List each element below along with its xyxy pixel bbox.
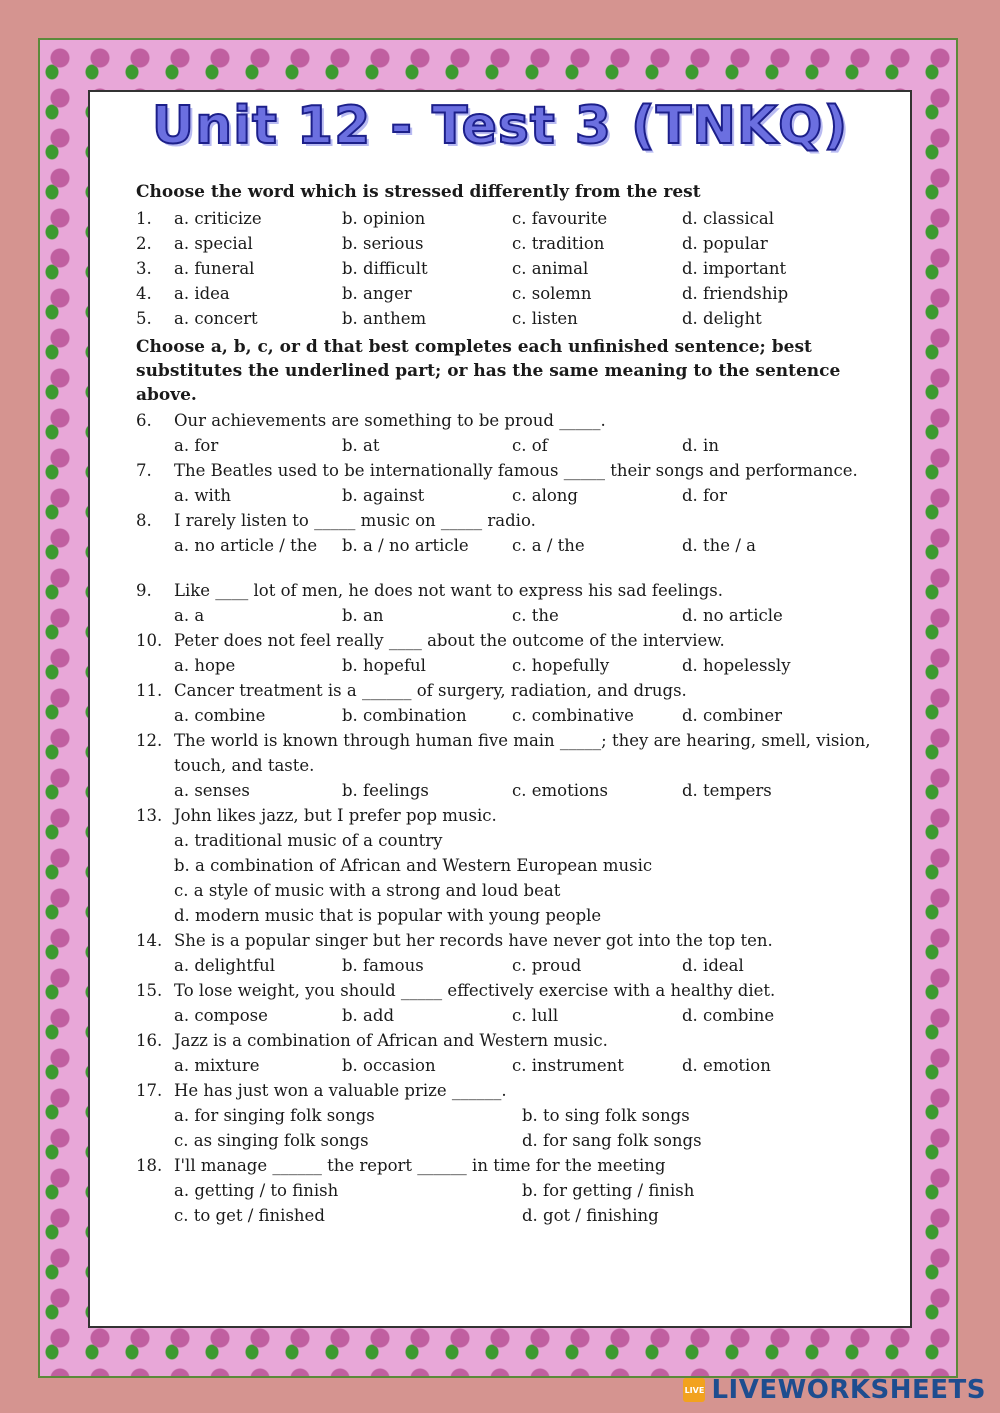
answer-options — [136, 533, 886, 558]
answer-options — [136, 953, 886, 978]
answer-option: a. concert — [174, 309, 258, 328]
question-text: She is a popular singer but her records have never got into the top ten. — [174, 931, 773, 950]
answer-option: c. animal — [512, 259, 589, 278]
answer-options — [136, 653, 886, 678]
answer-option: a. combine — [174, 706, 266, 725]
answer-option: d. classical — [682, 209, 774, 228]
answer-option: a. delightful — [174, 956, 276, 975]
question-number: 17. — [136, 1081, 163, 1100]
question-row — [136, 628, 886, 653]
answer-option: c. of — [512, 436, 548, 455]
answer-options — [136, 1178, 886, 1228]
answer-option: b. anthem — [342, 309, 427, 328]
question-row — [136, 408, 886, 433]
spacer — [136, 558, 886, 578]
answer-options — [174, 256, 852, 281]
answer-option: a. traditional music of a country — [174, 831, 443, 850]
answer-option: a. criticize — [174, 209, 262, 228]
answer-option: d. important — [682, 259, 787, 278]
answer-option: c. proud — [512, 956, 582, 975]
answer-option: c. lull — [512, 1006, 559, 1025]
question-row — [136, 1028, 886, 1053]
answer-option: c. emotions — [512, 781, 609, 800]
question-number: 13. — [136, 806, 163, 825]
question-row — [136, 281, 886, 306]
question-number: 3. — [136, 259, 152, 278]
answer-option: c. listen — [512, 309, 578, 328]
liveworksheets-logo — [683, 1375, 986, 1405]
question-text: To lose weight, you should _____ effectively exercise with a healthy diet. — [174, 981, 776, 1000]
question-text: He has just won a valuable prize ______. — [174, 1081, 507, 1100]
question-number: 8. — [136, 511, 152, 530]
answer-option: a. compose — [174, 1006, 268, 1025]
answer-option: d. for sang folk songs — [522, 1131, 702, 1150]
answer-option: a. hope — [174, 656, 236, 675]
question-row — [136, 678, 886, 703]
answer-options — [136, 703, 886, 728]
question-row — [136, 578, 886, 603]
question-number: 18. — [136, 1156, 163, 1175]
answer-option: b. for getting / finish — [522, 1181, 695, 1200]
worksheet-content — [136, 180, 886, 1228]
answer-option: b. difficult — [342, 259, 428, 278]
section2-questions — [136, 408, 886, 1228]
question-number: 7. — [136, 461, 152, 480]
answer-option: a. for — [174, 436, 219, 455]
answer-options — [136, 1103, 886, 1153]
answer-option: b. opinion — [342, 209, 426, 228]
answer-options — [174, 231, 852, 256]
answer-option: a. no article / the — [174, 536, 318, 555]
answer-option: d. no article — [682, 606, 783, 625]
answer-option: b. serious — [342, 234, 424, 253]
question-text: Like ____ lot of men, he does not want to express his sad feelings. — [174, 581, 723, 600]
answer-option: a. special — [174, 234, 253, 253]
answer-option: c. favourite — [512, 209, 608, 228]
section2-instruction: Choose a, b, c, or d that best completes each unfinished sentence; best substitutes the underlined part; or has the same meaning to the sentence above. — [136, 337, 841, 405]
answer-option: b. an — [342, 606, 384, 625]
answer-options — [174, 281, 852, 306]
answer-options — [136, 828, 886, 928]
answer-option: a. for singing folk songs — [174, 1106, 375, 1125]
question-number: 16. — [136, 1031, 163, 1050]
answer-option: c. a / the — [512, 536, 585, 555]
question-number: 10. — [136, 631, 163, 650]
page-title: Unit 12 - Test 3 (TNKQ) — [151, 96, 849, 156]
question-text: Cancer treatment is a ______ of surgery, radiation, and drugs. — [174, 681, 687, 700]
answer-option: a. idea — [174, 284, 230, 303]
question-row — [136, 206, 886, 231]
answer-option: b. combination — [342, 706, 467, 725]
answer-option: d. modern music that is popular with young people — [174, 906, 602, 925]
answer-option: d. ideal — [682, 956, 744, 975]
question-number: 14. — [136, 931, 163, 950]
answer-option: a. getting / to finish — [174, 1181, 339, 1200]
answer-option: c. to get / finished — [174, 1206, 325, 1225]
answer-option: d. delight — [682, 309, 762, 328]
answer-option: c. the — [512, 606, 559, 625]
answer-option: b. to sing folk songs — [522, 1106, 690, 1125]
question-row — [136, 256, 886, 281]
answer-option: b. anger — [342, 284, 412, 303]
answer-option: d. the / a — [682, 536, 756, 555]
question-row — [136, 458, 886, 483]
answer-option: c. along — [512, 486, 578, 505]
answer-option: b. occasion — [342, 1056, 436, 1075]
answer-option: d. combine — [682, 1006, 775, 1025]
liveworksheets-icon: LIVE — [683, 1378, 705, 1402]
answer-options — [136, 483, 886, 508]
answer-option: a. with — [174, 486, 231, 505]
answer-options — [136, 603, 886, 628]
question-text: The Beatles used to be internationally famous _____ their songs and performance. — [174, 461, 858, 480]
question-row — [136, 803, 886, 828]
answer-option: b. add — [342, 1006, 395, 1025]
answer-options — [136, 433, 886, 458]
question-number: 2. — [136, 234, 152, 253]
answer-option: a. mixture — [174, 1056, 260, 1075]
answer-option: d. emotion — [682, 1056, 771, 1075]
question-number: 6. — [136, 411, 152, 430]
question-number: 1. — [136, 209, 152, 228]
question-text: Jazz is a combination of African and Western music. — [174, 1031, 608, 1050]
answer-option: c. instrument — [512, 1056, 624, 1075]
answer-option: c. a style of music with a strong and loud beat — [174, 881, 561, 900]
question-text: I rarely listen to _____ music on _____ radio. — [174, 511, 536, 530]
answer-option: d. popular — [682, 234, 768, 253]
question-row — [136, 1078, 886, 1103]
answer-option: d. combiner — [682, 706, 782, 725]
question-text: John likes jazz, but I prefer pop music. — [174, 806, 497, 825]
answer-option: a. a — [174, 606, 205, 625]
question-row — [136, 508, 886, 533]
answer-option: c. as singing folk songs — [174, 1131, 369, 1150]
question-row — [136, 306, 886, 331]
question-text: I'll manage ______ the report ______ in time for the meeting — [174, 1156, 666, 1175]
question-number: 4. — [136, 284, 152, 303]
answer-options — [136, 1003, 886, 1028]
liveworksheets-brand: LIVEWORKSHEETS — [711, 1375, 986, 1405]
answer-option: a. funeral — [174, 259, 255, 278]
question-row — [136, 978, 886, 1003]
answer-options — [136, 1053, 886, 1078]
answer-option: d. hopelessly — [682, 656, 791, 675]
answer-option: c. solemn — [512, 284, 592, 303]
question-text: Our achievements are something to be proud _____. — [174, 411, 606, 430]
answer-option: c. tradition — [512, 234, 605, 253]
answer-options — [174, 206, 852, 231]
answer-option: b. a combination of African and Western European music — [174, 856, 653, 875]
question-row — [136, 728, 886, 778]
answer-option: b. against — [342, 486, 425, 505]
answer-option: d. friendship — [682, 284, 789, 303]
question-number: 11. — [136, 681, 163, 700]
answer-option: d. tempers — [682, 781, 772, 800]
section1-instruction: Choose the word which is stressed differently from the rest — [136, 182, 701, 202]
answer-options — [136, 778, 886, 803]
question-row — [136, 1153, 886, 1178]
question-number: 5. — [136, 309, 152, 328]
question-number: 9. — [136, 581, 152, 600]
answer-option: b. a / no article — [342, 536, 469, 555]
answer-option: c. combinative — [512, 706, 634, 725]
question-text: Peter does not feel really ____ about the outcome of the interview. — [174, 631, 725, 650]
answer-option: b. famous — [342, 956, 424, 975]
answer-options — [174, 306, 852, 331]
answer-option: d. for — [682, 486, 727, 505]
answer-option: b. feelings — [342, 781, 429, 800]
question-text: The world is known through human five main _____; they are hearing, smell, vision, touch, and taste. — [174, 731, 871, 775]
question-row — [136, 928, 886, 953]
section1-questions — [136, 206, 886, 331]
answer-option: b. at — [342, 436, 380, 455]
answer-option: c. hopefully — [512, 656, 610, 675]
question-row — [136, 231, 886, 256]
question-number: 12. — [136, 731, 163, 750]
answer-option: a. senses — [174, 781, 250, 800]
answer-option: b. hopeful — [342, 656, 426, 675]
answer-option: d. got / finishing — [522, 1206, 659, 1225]
answer-option: d. in — [682, 436, 719, 455]
question-number: 15. — [136, 981, 163, 1000]
